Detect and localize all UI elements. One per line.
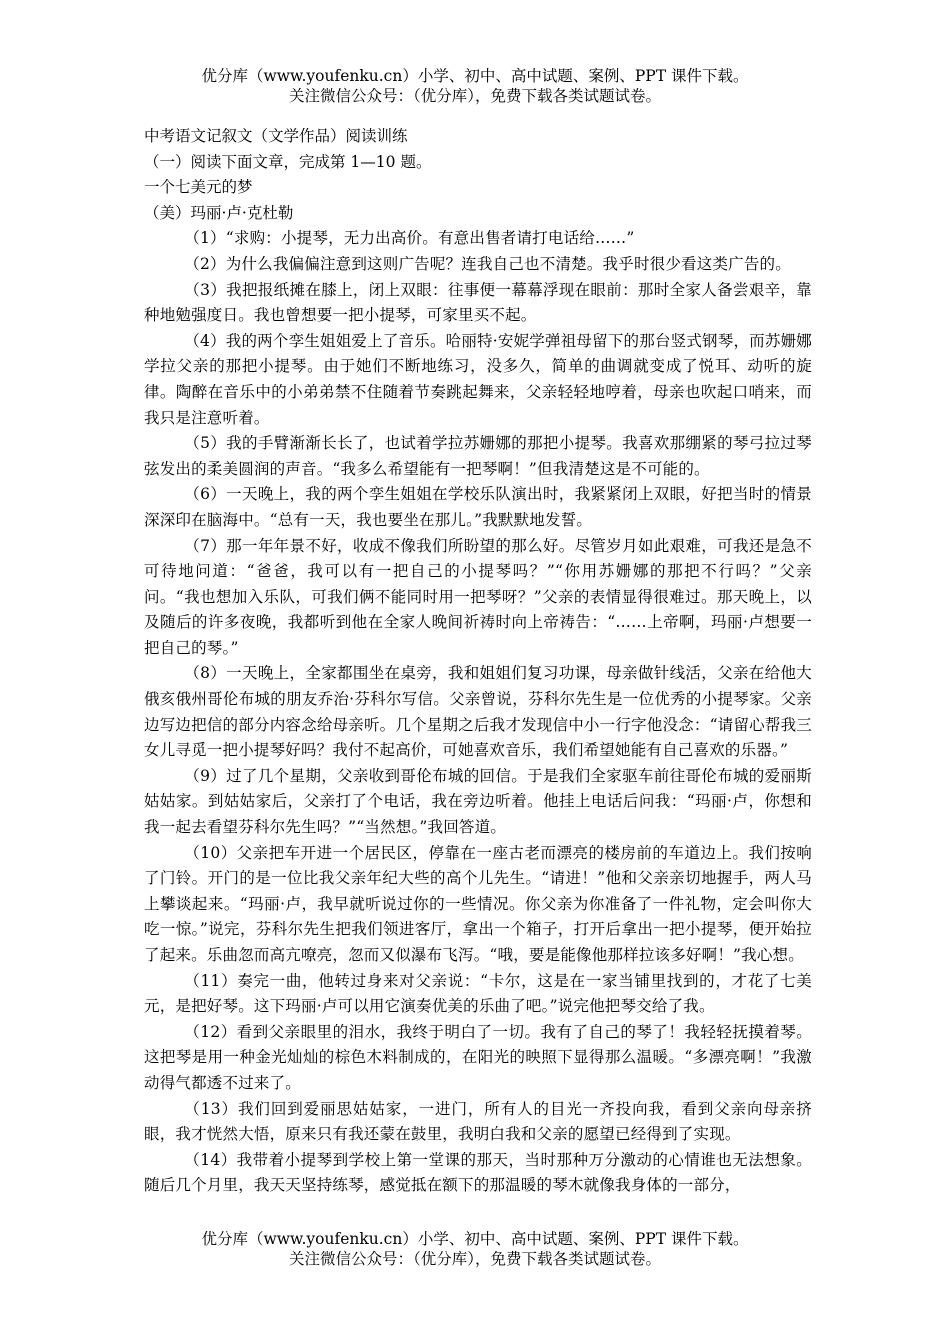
- paragraph-12: （12）看到父亲眼里的泪水，我终于明白了一切。我有了自己的琴了！我轻轻抚摸着琴。这把琴是用一种金光灿灿的棕色木料制成的，在阳光的映照下显得那么温暖。“多漂亮啊！”我激动得气都透不过来了。: [144, 1022, 812, 1092]
- header-line-1: 优分库（www.youfenku.cn）小学、初中、高中试题、案例、PPT 课件下载。: [201, 67, 749, 85]
- paragraph-6: （6）一天晚上，我的两个孪生姐姐在学校乐队演出时，我紧紧闭上双眼，好把当时的情景深深印在脑海中。“总有一天，我也要坐在那儿。”我默默地发誓。: [144, 485, 812, 529]
- paragraph-5: （5）我的手臂渐渐长长了，也试着学拉苏姗娜的那把小提琴。我喜欢那绷紧的琴弓拉过琴弦发出的柔美圆润的声音。“我多么希望能有一把琴啊！”但我清楚这是不可能的。: [144, 434, 812, 478]
- paragraph-2: （2）为什么我偏偏注意到这则广告呢？连我自己也不清楚。我乎时很少看这类广告的。: [184, 254, 791, 273]
- header-line-2: 关注微信公众号：（优分库），免费下载各类试题试卷。: [288, 87, 661, 105]
- paragraph-13: （13）我们回到爱丽思姑姑家，一进门，所有人的目光一齐投向我，看到父亲向母亲挤眼，我才恍然大悟，原来只有我还蒙在鼓里，我明白我和父亲的愿望已经得到了实现。: [144, 1099, 812, 1144]
- paragraph-10: （10）父亲把车开进一个居民区，停靠在一座古老而漂亮的楼房前的车道边上。我们按响了门铃。开门的是一位比我父亲年纪大些的高个儿先生。“请进！”他和父亲亲切地握手，两人马上攀谈起来。“玛丽·卢，我早就听说过你的一些情况。你父亲为你准备了一件礼物，定会叫你大吃一惊。”说完，芬科尔先生把我们领进客厅，拿出一个箱子，打开后拿出一把小提琴，便开始拉了起来。乐曲忽而高亢嘹亮，忽而又似瀑布飞泻。“哦，要是能像他那样拉该多好啊！”我心想。: [144, 843, 812, 964]
- story-author: （美）玛丽·卢·克杜勒: [144, 203, 294, 222]
- story-title: 一个七美元的梦: [144, 178, 253, 197]
- footer-line-1: 优分库（www.youfenku.cn）小学、初中、高中试题、案例、PPT 课件下载。: [201, 1230, 749, 1248]
- footer-line-2: 关注微信公众号：（优分库），免费下载各类试题试卷。: [288, 1250, 661, 1268]
- paragraph-9: （9）过了几个星期，父亲收到哥伦布城的回信。于是我们全家驱车前往哥伦布城的爱丽斯姑姑家。到姑姑家后，父亲打了个电话，我在旁边听着。他挂上电话后问我：“玛丽·卢，你想和我一起去看望芬科尔先生吗？”“当然想。”我回答道。: [144, 766, 812, 837]
- paragraph-8: （8）一天晚上，全家都围坐在桌旁，我和姐姐们复习功课，母亲做针线活，父亲在给他大俄亥俄州哥伦布城的朋友乔治·芬科尔写信。父亲曾说，芬科尔先生是一位优秀的小提琴家。父亲边写边把信的部分内容念给母亲听。几个星期之后我才发现信中小一行字他没念：“请留心帮我三女儿寻觅一把小提琴好吗？我付不起高价，可她喜欢音乐，我们希望她能有自己喜欢的乐器。”: [144, 664, 812, 760]
- paragraph-7: （7）那一年年景不好，收成不像我们所盼望的那么好。尽管岁月如此艰难，可我还是急不可待地问道：“爸爸，我可以有一把自己的小提琴吗？”“你用苏姗娜的那把不行吗？”父亲问。“我也想加入乐队，可我们俩不能同时用一把琴呀？”父亲的表情显得很难过。那天晚上，以及随后的许多夜晚，我都听到他在全家人晚间祈祷时向上帝祷告：“……上帝啊，玛丽·卢想要一把自己的琴。”: [144, 536, 812, 657]
- paragraph-3: （3）我把报纸摊在膝上，闭上双眼：往事便一幕幕浮现在眼前：那时全家人备尝艰辛，靠种地勉强度日。我也曾想要一把小提琴，可家里买不起。: [144, 280, 812, 325]
- reading-instruction: （一）阅读下面文章，完成第 1—10 题。: [144, 152, 432, 171]
- page-header: [0, 66, 950, 106]
- paragraph-4: （4）我的两个孪生姐姐爱上了音乐。哈丽特·安妮学弹祖母留下的那台竖式钢琴，而苏姗娜学拉父亲的那把小提琴。由于她们不断地练习，没多久，简单的曲调就变成了悦耳、动听的旋律。陶醉在音乐中的小弟弟禁不住随着节奏跳起舞来，父亲轻轻地哼着，母亲也吹起口哨来，而我只是注意听着。: [144, 331, 812, 427]
- paragraph-11: （11）奏完一曲，他转过身来对父亲说：“卡尔，这是在一家当铺里找到的，才花了七美元，是把好琴。这下玛丽·卢可以用它演奏优美的乐曲了吧。”说完他把琴交给了我。: [144, 971, 812, 1016]
- paragraph-14: （14）我带着小提琴到学校上第一堂课的那天，当时那种万分激动的心情谁也无法想象。随后几个月里，我天天坚持练琴，感觉抵在额下的那温暖的琴木就像我身体的一部分，: [144, 1150, 812, 1195]
- document-title: 中考语文记叙文（文学作品）阅读训练: [144, 127, 408, 145]
- paragraph-1: （1）“求购：小提琴，无力出高价。有意出售者请打电话给……”: [184, 229, 635, 248]
- document-body: [144, 124, 812, 1199]
- page-footer: [0, 1229, 950, 1269]
